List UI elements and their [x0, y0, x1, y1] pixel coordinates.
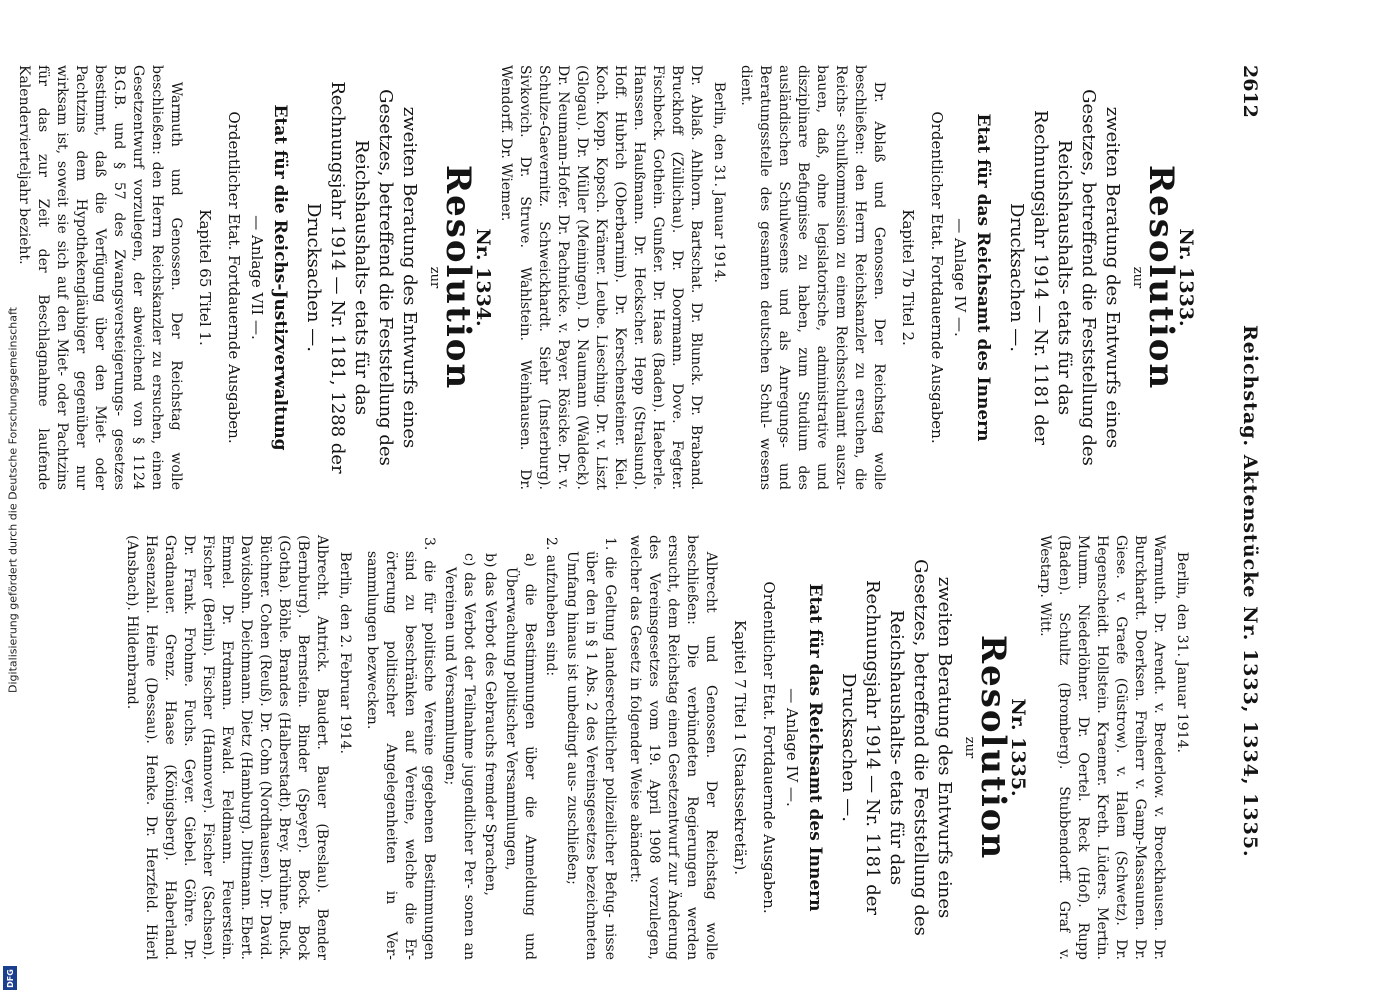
resolution-subject: zweiten Beratung des Entwurfs eines Gesetzes, betreffend die Feststellung des Reichshaushalts- etats für das Rechnungsjahr 1914 — Nr. 1181, 1288 der Drucksachen —. — [303, 81, 420, 474]
resolution-title: Resolution — [973, 634, 1013, 861]
resolution-number: Nr. 1333. — [1175, 228, 1197, 327]
dfg-logo: DFG — [3, 966, 17, 990]
anlage-label: — Anlage VII —. — [248, 215, 266, 340]
page-header — [1233, 65, 1263, 975]
kapitel-line-2: Kapitel 7 Titel 1 (Staatssekretär). — [731, 619, 749, 876]
list-item-2a: a) die Bestimmungen über die Anmeldung und Überwachung politischer Versammlungen, — [503, 553, 538, 960]
resolution-number: Nr. 1335. — [1007, 698, 1029, 797]
right-column — [118, 535, 1199, 960]
resolution-date: Berlin, den 31. Januar 1914. — [711, 81, 727, 283]
page-number: 2612 — [1239, 65, 1261, 118]
resolution-date: Berlin, den 31. Januar 1914. — [1174, 551, 1190, 753]
resolution-text: Dr. Ablaß und Genossen. Der Reichstag wolle beschließen: den Herrn Reichskanzler zu ersuchen, die Reichs- schulkommission zu einem Reichsschulamt auszu- bauen, daß, ohne legislatorische, administrative und disziplinare Befugnisse zu haben, zum Studium des ausländischen Schulwesens und als Anregungs- und Beratungsstelle des gesamten deutschen Schul- wesens dient. — [738, 65, 887, 490]
anlage-label: — Anlage IV —. — [783, 688, 801, 807]
kapitel-line-1: Ordentlicher Etat. Fortdauernde Ausgaben. — [928, 111, 946, 444]
resolution-1333 — [496, 65, 1195, 490]
signatories: Albrecht. Antrick. Baudert. Bauer (Breslau). Bender (Bernburg). Bernstein. Binder (Speyer). Bock. Bock (Gotha). Böhle. Brandes (Halberstadt). Brey. Brühne. Buck. Büchner. Cohen (Reuß). Dr. Cohn (Nordhausen). Dr. David. Davidsohn. Deichmann. Dietz (Hamburg). Dittmann. Ebert. Emmel. Dr. Erdmann. Ewald. Feldmann. Feuerstein. Fischer (Berlin). Fischer (Hannover). Fischer (Sachsen). Dr. Frank. Frohme. Fuchs. Geyer. Giebel. Göhre. Dr. Gradnauer. Grenz. Haase (Königsberg). Haberland. Hasenzahl. Heine (Dessau). Henke. Dr. Herzfeld. Hierl (Ansbach). Hildenbrand. — [124, 535, 330, 960]
resolution-1334 — [14, 65, 492, 490]
kapitel-line-1: Ordentlicher Etat. Fortdauernde Ausgaben. — [760, 581, 778, 914]
resolution-text: Warmuth und Genossen. Der Reichstag wolle beschließen: den Herrn Reichskanzler zu ersuchen, einen Gesetzentwurf vorzulegen, der abweichend von § 1124 B.G.B. und § 57 des Zwangsversteigerungs- gesetzes bestimmt, daß die Verfügung über den Miet- oder Pachtzins dem Hypothekengläubiger gegenüber nur wirksam ist, soweit sie sich auf den Miet- oder Pachtzins für das zur Zeit der Beschlagnahme laufende Kalendervierteljahr bezieht. — [16, 65, 184, 490]
list-item-2c: c) das Verbot der Teilnahme jugendlicher Per- sonen an Vereinen und Versammlungen; — [442, 553, 477, 960]
kapitel-line-2: Kapitel 7b Titel 2. — [899, 209, 917, 346]
resolution-1335 — [122, 535, 1027, 960]
document-page — [16, 65, 1263, 975]
etat-heading: Etat für das Reichsamt des Innern — [973, 113, 993, 442]
resolution-subject: zweiten Beratung des Entwurfs eines Gesetzes, betreffend die Feststellung des Reichshaushalts- etats für das Rechnungsjahr 1914 — Nr. 1181 der Drucksachen —. — [838, 559, 955, 936]
digitization-note: Digitalisierung gefördert durch die Deutsche Forschungsgemeinschaft — [6, 307, 20, 693]
resolution-title: Resolution — [438, 164, 478, 391]
zur-label: zur — [1130, 266, 1145, 289]
resolution-subject: zweiten Beratung des Entwurfs eines Gesetzes, betreffend die Feststellung des Reichshaushalts- etats für das Rechnungsjahr 1914 — Nr. 1181 der Drucksachen —. — [1006, 89, 1123, 466]
kapitel-line-1: Ordentlicher Etat. Fortdauernde Ausgaben. — [225, 111, 243, 444]
running-title: Reichstag. Aktenstücke Nr. 1333, 1334, 1335. — [1239, 325, 1261, 858]
etat-heading: Etat für das Reichsamt des Innern — [805, 583, 825, 912]
anlage-label: — Anlage IV —. — [951, 218, 969, 337]
etat-heading: Etat für die Reichs-Justizverwaltung — [270, 104, 290, 451]
list-item-1: 1. die Geltung landesrechtlicher polizeilicher Befug- nisse über den in § 1 Abs. 2 des Vereinsgesetzes bezeichneten Umfang hinaus ist unbedingt aus- zuschließen; — [564, 537, 618, 960]
kapitel-line-2: Kapitel 65 Titel 1. — [196, 209, 214, 346]
left-column — [8, 65, 1199, 490]
list-item-2: 2. aufzuheben sind: — [543, 537, 559, 677]
zur-label: zur — [962, 736, 977, 759]
resolution-title: Resolution — [1141, 164, 1181, 391]
resolution-number: Nr. 1334. — [472, 228, 494, 327]
signatories: Dr. Ablaß. Ahlhorn. Bartschat. Dr. Blunck. Dr. Braband. Bruckhoff (Züllichau). Dr. Doormann. Dove. Fegter. Fischbeck. Gothein. Gunßer. Dr. Haas (Baden). Haeberle. Hanssen. Haußmann. Dr. Heckscher. Hepp (Stralsund). Hoff. Hubrich (Oberbarnim). Dr. Kerschensteiner. Kiel. Koch. Kopp. Kopsch. Krämer. Leube. Liesching. Dr. v. Liszt (Glogau). Dr. Müller (Meiningen). D. Naumann (Waldeck). Dr. Neumann-Hofer. Dr. Pachnicke. v. Payer. Rösicke. Dr. v. Schulze-Gaevernitz. Schweickhardt. Siehr (Insterburg). Sivkovich. Dr. Struve. Wahlstein. Weinhausen. Dr. Wendorff. Dr. Wiemer. — [498, 65, 704, 490]
resolution-intro: Albrecht und Genossen. Der Reichstag wolle beschließen: Die verbündeten Regierungen werden ersucht, dem Reichstag einen Gesetzentwurf zur Änderung des Vereinsgesetzes vom 19. April 1908 vorzulegen, welcher das Gesetz in folgender Weise abändert: — [627, 535, 719, 960]
resolution-date: Berlin, den 2. Februar 1914. — [337, 551, 353, 754]
list-item-2b: b) das Verbot des Gebrauchs fremder Sprachen, — [482, 553, 498, 896]
list-item-3: 3. die für politische Vereine gegebenen Bestimmungen sind zu beschränken auf Vereine, welche die Er- örterung politischer Angelegenheiten in Ver- sammlungen bezwecken. — [364, 537, 437, 960]
zur-label: zur — [427, 266, 442, 289]
signatories: Warmuth. Dr. Arendt. v. Brederlow. v. Broeckhausen. Dr. Burckhardt. Doerksen. Freiherr v. Gamp-Massaunen. Dr. Giese. v. Graefe (Güstrow). v. Halem (Schwetz). Dr. Hegenscheidt. Hollstein. Kraemer. Kreth. Lüders. Mertin. Mumm. Niederlöhner. Dr. Oertel. Reck (Hof). Rupp (Baden). Schultz (Bromberg). Stubbendorff. Graf v. Westarp. Witt. — [1037, 535, 1167, 960]
